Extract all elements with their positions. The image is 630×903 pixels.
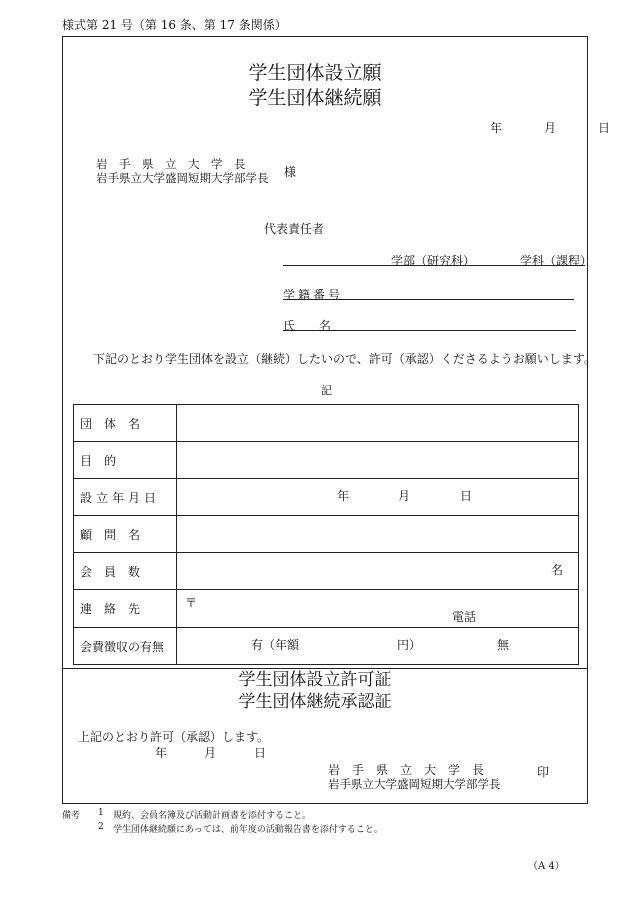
note-text: 規約、会員名簿及び活動計画書を添付すること。 <box>113 811 312 821</box>
form-number: 様式第 21 号（第 16 条、第 17 条関係） <box>62 18 287 32</box>
certificate-title-establish: 学生団体設立許可証 <box>238 670 392 690</box>
addressee-president: 岩 手 県 立 大 学 長 <box>96 157 246 171</box>
name-line <box>283 330 576 331</box>
row-label <box>74 405 177 442</box>
form-title-continue: 学生団体継続願 <box>248 87 382 109</box>
department-label: 学科（課程） <box>520 254 593 268</box>
postal-mark: 〒 <box>185 596 198 610</box>
table-row <box>74 628 579 665</box>
paper-size: （A 4） <box>528 861 565 872</box>
name-label: 氏 名 <box>283 319 332 333</box>
row-label-text: 連 絡 先 <box>80 602 141 616</box>
established-date-cell[interactable] <box>177 479 579 516</box>
row-label <box>74 553 177 590</box>
org-name-cell[interactable] <box>177 405 579 442</box>
month-label: 月 <box>544 121 557 135</box>
year-label: 年 <box>155 746 168 760</box>
row-label <box>74 442 177 479</box>
year-label: 年 <box>337 489 350 503</box>
representative-label: 代表責任者 <box>264 222 325 236</box>
row-label-text: 設立年月日 <box>80 490 161 505</box>
row-label-text: 団 体 名 <box>80 416 141 431</box>
note-number: 2 <box>98 822 104 832</box>
day-label: 日 <box>598 121 611 135</box>
contact-cell[interactable] <box>177 590 579 628</box>
honorific: 様 <box>284 165 297 179</box>
row-label <box>74 590 177 628</box>
table-row <box>74 590 579 628</box>
row-label-text: 顧 問 名 <box>80 527 141 542</box>
row-label-text: 会費徴収の有無 <box>80 639 165 654</box>
faculty-label: 学部（研究科） <box>391 254 476 268</box>
application-date <box>490 119 626 136</box>
fee-no: 無 <box>497 638 510 652</box>
day-label: 日 <box>254 746 267 760</box>
form-title-establish: 学生団体設立願 <box>248 62 382 84</box>
year-label: 年 <box>490 121 503 135</box>
table-row <box>74 442 579 479</box>
note-number: 1 <box>98 808 104 818</box>
student-id-label: 学籍番号 <box>283 288 344 302</box>
certificate-title-continue: 学生団体継続承認証 <box>238 692 392 712</box>
month-label: 月 <box>204 746 217 760</box>
row-label <box>74 628 177 665</box>
issuer-president: 岩 手 県 立 大 学 長 <box>328 763 485 777</box>
table-row <box>74 553 579 590</box>
table-row <box>74 516 579 553</box>
addressee-junior-college: 岩手県立大学盛岡短期大学部学長 <box>96 171 269 185</box>
table-row <box>74 405 579 442</box>
request-text: 下記のとおり学生団体を設立（継続）したいので、許可（承認）くださるようお願いします。 <box>93 352 596 366</box>
approval-text: 上記のとおり許可（承認）します。 <box>78 730 270 744</box>
day-label: 日 <box>460 489 473 503</box>
fee-yes: 有（年額 <box>251 638 300 652</box>
fee-cell[interactable] <box>177 628 579 665</box>
month-label: 月 <box>398 489 411 503</box>
advisor-cell[interactable] <box>177 516 579 553</box>
ki-label: 記 <box>321 384 332 397</box>
row-label <box>74 479 177 516</box>
row-label-text: 目 的 <box>80 453 117 468</box>
issuer-junior-college: 岩手県立大学盛岡短期大学部学長 <box>328 777 501 791</box>
member-unit: 名 <box>551 563 564 577</box>
note-text: 学生団体継続願にあっては、前年度の活動報告書を添付すること。 <box>113 825 383 835</box>
student-id-line <box>283 299 574 300</box>
table-row <box>74 479 579 516</box>
notes-label: 備考 <box>62 811 81 821</box>
seal-mark: 印 <box>537 765 550 779</box>
organization-table <box>73 404 579 665</box>
phone-label: 電話 <box>452 610 477 624</box>
row-label-text: 会 員 数 <box>80 564 141 579</box>
member-count-cell[interactable] <box>177 553 579 590</box>
purpose-cell[interactable] <box>177 442 579 479</box>
row-label <box>74 516 177 553</box>
fee-yen: 円） <box>397 638 422 652</box>
